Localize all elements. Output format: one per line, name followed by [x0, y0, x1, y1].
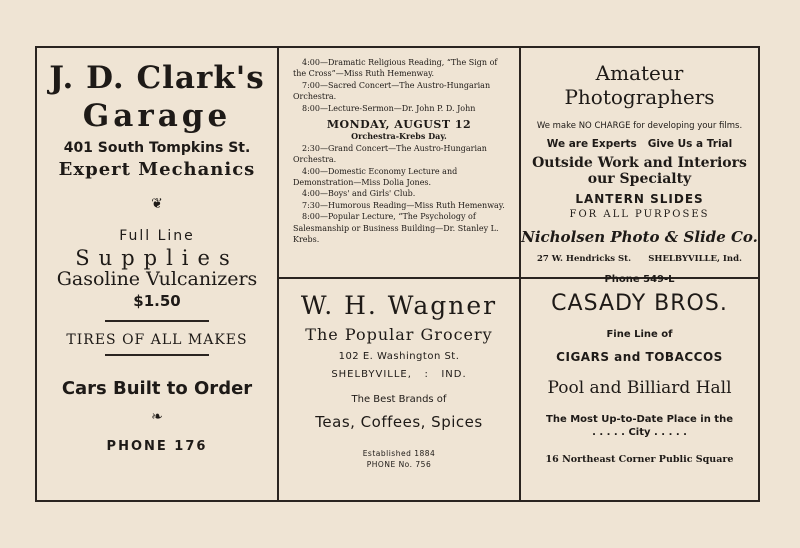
photo-experts: We are Experts Give Us a Trial: [546, 138, 733, 150]
clark-name: J. D. Clark's: [49, 60, 265, 96]
photo-charge: We make NO CHARGE for developing your films.: [536, 121, 743, 131]
program-day-subheading: Orchestra-Krebs Day.: [351, 131, 447, 142]
casady-name: CASADY BROS.: [551, 291, 728, 316]
wagner-grocery-ad: [279, 279, 519, 500]
program-schedule: [279, 48, 519, 277]
photo-purposes: FOR ALL PURPOSES: [569, 209, 710, 220]
wagner-address: 102 E. Washington St.: [338, 351, 460, 362]
photographers-ad: [521, 48, 758, 285]
clark-rule-top: [105, 320, 209, 322]
clark-price: $1.50: [133, 292, 181, 310]
flower-ornament-icon: ❧: [151, 409, 163, 425]
program-entry: 8:00—Popular Lecture, “The Psychology of Salesmanship or Business Building—Dr. Stanley L. Krebs.: [293, 212, 499, 245]
wagner-established: Established 1884: [362, 449, 436, 458]
photo-company: Nicholsen Photo & Slide Co.: [521, 228, 758, 246]
clark-rule-bottom: [105, 354, 209, 356]
ornament-icon: ❦: [151, 196, 163, 212]
program-entry: 4:00—Dramatic Religious Reading, “The Sign of the Cross”—Miss Ruth Hemenway.: [293, 58, 498, 79]
casady-pool: Pool and Billiard Hall: [547, 378, 732, 398]
clark-business: Garage: [82, 98, 232, 134]
photo-lantern: LANTERN SLIDES: [575, 192, 704, 206]
photo-title: Amateur Photographers: [564, 61, 715, 109]
clark-supplies: Supplies: [75, 246, 239, 270]
advertisement-grid: [35, 46, 760, 502]
clark-garage-ad: [37, 48, 277, 500]
program-entry: 8:00—Lecture-Sermon—Dr. John P. D. John: [302, 103, 476, 113]
clark-full-line: Full Line: [119, 228, 195, 244]
casady-most: The Most Up-to-Date Place in the: [546, 414, 733, 425]
clark-phone: PHONE 176: [106, 439, 208, 454]
program-entry: 7:00—Sacred Concert—The Austro-Hungarian Orchestra.: [293, 80, 491, 102]
program-day-heading: MONDAY, AUGUST 12: [326, 118, 472, 132]
clark-address: 401 South Tompkins St.: [63, 140, 251, 156]
wagner-name: W. H. Wagner: [300, 291, 498, 320]
photo-city: SHELBYVILLE, Ind.: [648, 254, 742, 264]
casady-bros-ad: [521, 279, 758, 500]
casady-city: . . . . . City . . . . .: [592, 427, 687, 438]
photo-street: 27 W. Hendricks St.: [537, 254, 632, 264]
wagner-phone: PHONE No. 756: [366, 460, 432, 469]
casady-cigars: CIGARS and TOBACCOS: [556, 350, 723, 364]
casady-fine: Fine Line of: [606, 329, 673, 340]
clark-tagline: Expert Mechanics: [58, 159, 256, 180]
casady-address: 16 Northeast Corner Public Square: [545, 454, 734, 465]
clark-cars: Cars Built to Order: [61, 378, 253, 399]
wagner-city: SHELBYVILLE, : IND.: [331, 369, 467, 380]
wagner-teas: Teas, Coffees, Spices: [315, 413, 483, 431]
program-entry: 4:00—Boys' and Girls' Club.: [302, 189, 416, 199]
wagner-grocery: The Popular Grocery: [305, 325, 493, 344]
program-entry: 7:30—Humorous Reading—Miss Ruth Hemenway.: [302, 200, 505, 210]
wagner-brands: The Best Brands of: [351, 394, 447, 405]
photo-outside: Outside Work and Interiors our Specialty: [532, 155, 747, 187]
program-entry: 2:30—Grand Concert—The Austro-Hungarian Orchestra.: [293, 143, 487, 165]
photo-address: [521, 254, 758, 264]
program-entry: 4:00—Domestic Economy Lecture and Demonstration—Miss Dolia Jones.: [293, 166, 458, 188]
clark-tires: TIRES OF ALL MAKES: [66, 332, 248, 348]
clark-gasoline: Gasoline Vulcanizers: [56, 268, 258, 290]
photo-phone: Phone 549-L: [604, 274, 675, 285]
